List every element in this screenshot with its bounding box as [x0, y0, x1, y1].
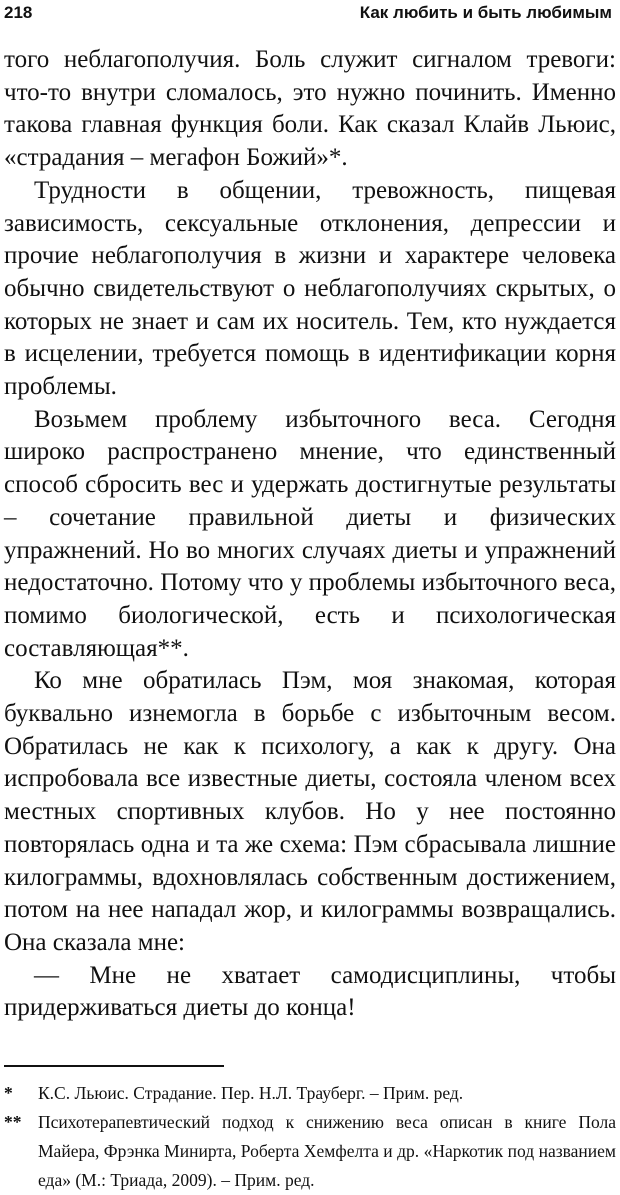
paragraph: Ко мне обратилась Пэм, моя знакомая, которая буквально изнемогла в борьбе с избыточным весом. Обратилась не как к психологу, а как к другу. Она испробовала все известные диеты, состояла членом всех местных спортивных клубов. Но у нее постоянно повторялась одна и та же схема: Пэм сбрасывала лишние килограммы, вдохновлялась собственным достижением, потом на нее нападал жор, и килограммы возвращались. Она сказала мне:: [4, 667, 616, 956]
footnotes: [4, 1079, 616, 1195]
body-text: [4, 44, 616, 1025]
footnote-text: К.С. Льюис. Страдание. Пер. Н.Л. Трауберг. – Прим. ред.: [38, 1083, 464, 1104]
footnote-divider: [4, 1065, 224, 1067]
footnote-marker: **: [4, 1112, 22, 1133]
paragraph-continued: того неблагополучия. Боль служит сигналом тревоги: что-то внутри сломалось, это нужно починить. Именно такова главная функция боли. Как сказал Клайв Льюис, «страдания – мегафон Божий»*.: [4, 46, 616, 172]
paragraph: Возьмем проблему избыточного веса. Сегодня широко распространено мнение, что единственный способ сбросить вес и удержать достигнутые результаты – сочетание правильной диеты и физических упражнений. Но во многих случаях диеты и упражнений недостаточно. Потому что у проблемы избыточного веса, помимо биологической, есть и психологическая составляющая**.: [4, 405, 616, 662]
page-number: 218: [4, 3, 33, 22]
footnote: [4, 1108, 616, 1195]
footnote-marker: *: [4, 1083, 13, 1104]
dialogue-line: — Мне не хватает самодисциплины, чтобы придерживаться диеты до конца!: [4, 961, 616, 1022]
running-title: Как любить и быть любимым: [359, 3, 612, 22]
paragraph: Трудности в общении, тревожность, пищевая зависимость, сексуальные отклонения, депрессии и прочие неблагополучия в жизни и характере человека обычно свидетельствуют о неблагополучиях скрытых, о которых не знает и сам их носитель. Тем, кто нуждается в исцелении, требуется помощь в идентификации корня проблемы.: [4, 176, 616, 401]
footnote-text: Психотерапевтический подход к снижению веса описан в книге Пола Майера, Фрэнка Минирта, Роберта Хемфелта и др. «Наркотик под названием еда» (М.: Триада, 2009). – Прим. ред.: [38, 1112, 616, 1191]
footnote: [4, 1079, 616, 1108]
running-header: [4, 0, 616, 32]
